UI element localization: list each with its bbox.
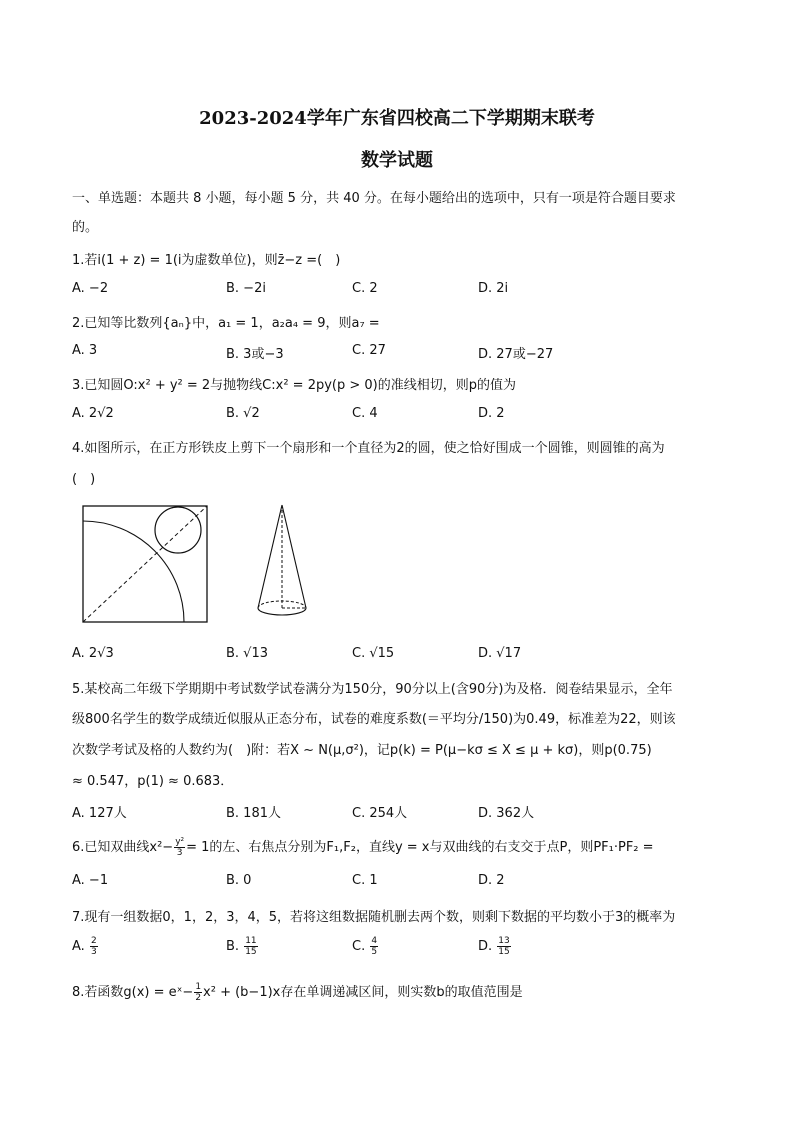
q1-option-c: C. 2 <box>352 281 378 296</box>
sector-arc <box>83 521 184 622</box>
q6-frac-den: 3 <box>176 848 183 858</box>
cone-right-edge <box>282 505 306 608</box>
q5-option-c: C. 254人 <box>352 806 408 821</box>
q7-option-b <box>226 936 259 957</box>
small-circle <box>155 507 201 553</box>
q8-frac-num: 1 <box>195 982 202 992</box>
q2-option-d: D. 27或−27 <box>478 347 554 362</box>
q6-stem <box>72 836 654 858</box>
q6-stem-part1: 6.已知双曲线x²− <box>72 840 174 855</box>
dashed-diagonal <box>83 506 207 622</box>
q3-option-c: C. 4 <box>352 406 378 421</box>
q2-option-a: A. 3 <box>72 343 98 358</box>
q6-frac-num: y² <box>175 837 185 847</box>
q4-option-b: B. √13 <box>226 646 269 661</box>
q2-option-b: B. 3或−3 <box>226 347 284 362</box>
q7-option-b-num: 11 <box>245 936 257 946</box>
q1-option-d: D. 2i <box>478 281 509 296</box>
section-instruction-line2: 的。 <box>72 220 99 235</box>
q5-option-d: D. 362人 <box>478 806 535 821</box>
q7-option-b-den: 15 <box>245 947 257 957</box>
q5-option-b: B. 181人 <box>226 806 281 821</box>
q7-option-c <box>352 936 379 957</box>
q5-option-a: A. 127人 <box>72 806 127 821</box>
q4-option-d: D. √17 <box>478 646 522 661</box>
q7-option-a <box>72 936 99 957</box>
q3-stem: 3.已知圆O:x² + y² = 2与抛物线C:x² = 2py(p > 0)的准线相切，则p的值为 <box>72 378 516 393</box>
exam-title: 2023-2024学年广东省四校高二下学期期末联考 <box>199 108 595 129</box>
q7-option-a-num: 2 <box>90 936 97 946</box>
q5-stem-line3: 次数学考试及格的人数约为( )附：若X ~ N(μ,σ²)，记p(k) = P(μ−kσ ≤ X ≤ μ + kσ)，则p(0.75) <box>72 743 652 758</box>
q6-fraction <box>174 837 185 858</box>
cone-base-front <box>258 608 306 615</box>
q7-option-d <box>478 936 512 957</box>
q8-stem-part2: x² + (b−1)x存在单调递减区间，则实数b的取值范围是 <box>203 985 523 1000</box>
q7-stem: 7.现有一组数据0，1，2，3，4，5，若将这组数据随机删去两个数，则剩下数据的平均数小于3的概率为 <box>72 910 676 925</box>
q7-option-a-label: A. <box>72 939 85 954</box>
q4-option-a: A. 2√3 <box>72 646 114 661</box>
exam-subtitle: 数学试题 <box>361 150 433 171</box>
square-sector-circle-figure <box>80 504 210 624</box>
q2-option-c: C. 27 <box>352 343 386 358</box>
q5-stem-line4: ≈ 0.547，p(1) ≈ 0.683． <box>72 774 234 789</box>
q8-stem <box>72 981 523 1003</box>
q7-option-d-fraction <box>497 936 510 957</box>
q5-stem-line1: 5.某校高二年级下学期期中考试数学试卷满分为150分，90分以上(含90分)为及格．阅卷结果显示，全年 <box>72 682 673 697</box>
q7-option-d-den: 15 <box>498 947 510 957</box>
cone-figure <box>252 502 312 622</box>
q4-stem-line2: ( ) <box>72 472 96 487</box>
q6-option-a: A. −1 <box>72 873 109 888</box>
q7-option-a-fraction <box>90 936 98 957</box>
q7-option-a-den: 3 <box>90 947 97 957</box>
q6-option-b: B. 0 <box>226 873 252 888</box>
q3-option-d: D. 2 <box>478 406 505 421</box>
q7-option-c-num: 4 <box>371 936 378 946</box>
q3-option-b: B. √2 <box>226 406 260 421</box>
q6-option-c: C. 1 <box>352 873 378 888</box>
q8-fraction <box>194 982 202 1003</box>
q1-option-a: A. −2 <box>72 281 109 296</box>
q4-option-c: C. √15 <box>352 646 395 661</box>
section-instruction-line1: 一、单选题：本题共 8 小题，每小题 5 分，共 40 分。在每小题给出的选项中，只有一项是符合题目要求 <box>72 191 676 206</box>
q7-option-b-label: B. <box>226 939 240 954</box>
q7-option-c-fraction <box>370 936 378 957</box>
q8-frac-den: 2 <box>195 993 202 1003</box>
q7-option-c-den: 5 <box>371 947 378 957</box>
q8-stem-part1: 8.若函数g(x) = eˣ− <box>72 985 194 1000</box>
q1-option-b: B. −2i <box>226 281 266 296</box>
q7-option-c-label: C. <box>352 939 366 954</box>
q7-option-b-fraction <box>244 936 257 957</box>
q6-stem-part2: = 1的左、右焦点分别为F₁,F₂，直线y = x与双曲线的右支交于点P，则PF₁·PF₂ = <box>186 840 654 855</box>
q3-option-a: A. 2√2 <box>72 406 114 421</box>
q4-stem-line1: 4.如图所示，在正方形铁皮上剪下一个扇形和一个直径为2的圆，使之恰好围成一个圆锥，则圆锥的高为 <box>72 441 665 456</box>
q2-stem: 2.已知等比数列{aₙ}中，a₁ = 1，a₂a₄ = 9，则a₇ = <box>72 316 380 331</box>
q5-stem-line2: 级800名学生的数学成绩近似服从正态分布，试卷的难度系数(＝平均分/150)为0.49，标准差为22，则该 <box>72 712 676 727</box>
q7-option-d-num: 13 <box>498 936 510 946</box>
q1-stem: 1.若i(1 + z) = 1(i为虚数单位)，则z̄−z =( ) <box>72 253 341 268</box>
q7-option-d-label: D. <box>478 939 493 954</box>
q6-option-d: D. 2 <box>478 873 505 888</box>
cone-left-edge <box>258 505 282 608</box>
